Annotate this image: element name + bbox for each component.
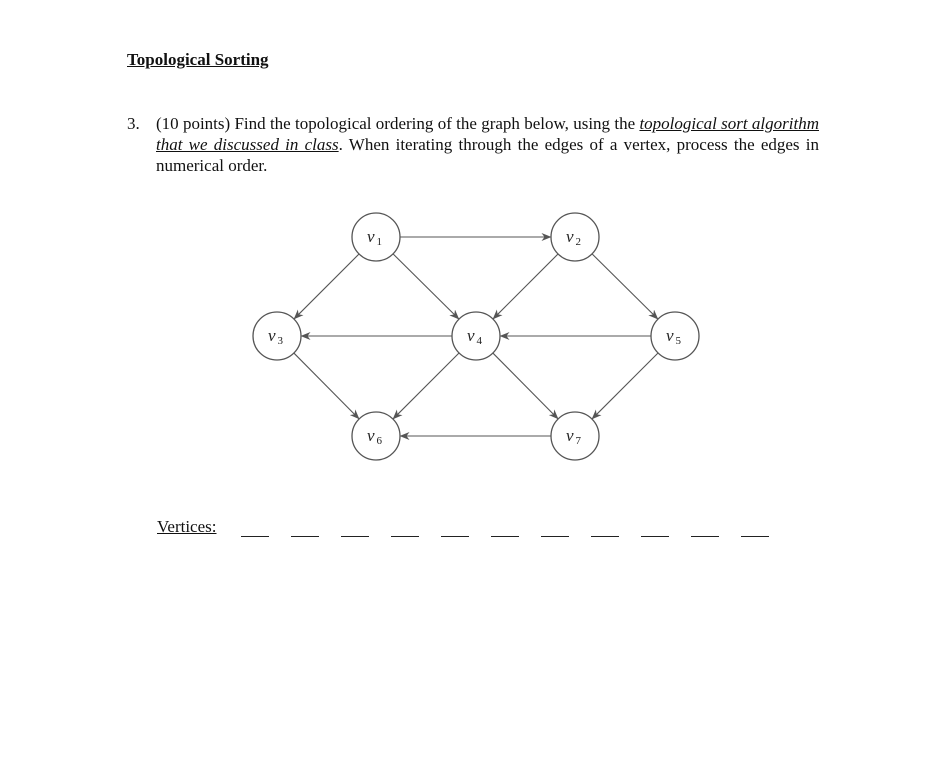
node-label-v7: v (566, 426, 574, 445)
node-subscript-v1: 1 (376, 236, 382, 248)
node-v2 (551, 213, 599, 261)
algorithm-reference-link[interactable]: topological sort algorithm that we discussed in class (156, 114, 819, 154)
node-label-v2: v (566, 227, 574, 246)
edge-v1-v4 (393, 254, 459, 319)
node-label-v6: v (367, 426, 375, 445)
node-subscript-v2: 2 (575, 236, 581, 248)
node-subscript-v5: 5 (675, 335, 681, 347)
edge-v2-v4 (493, 254, 558, 319)
answer-blank-11[interactable] (741, 520, 769, 537)
question-text-before: (10 points) Find the topological ordering of the graph below, using the (156, 114, 640, 133)
node-v4 (452, 312, 500, 360)
vertices-label: Vertices: (157, 517, 217, 536)
answer-blank-1[interactable] (241, 520, 269, 537)
node-label-v5: v (666, 326, 674, 345)
section-title: Topological Sorting (127, 50, 269, 69)
node-subscript-v4: 4 (476, 335, 482, 347)
edge-v2-v5 (592, 254, 658, 319)
directed-graph (240, 200, 710, 475)
node-label-v1: v (367, 227, 375, 246)
node-subscript-v3: 3 (277, 335, 283, 347)
answer-blank-10[interactable] (691, 520, 719, 537)
answer-blank-2[interactable] (291, 520, 319, 537)
node-v5 (651, 312, 699, 360)
edge-v4-v6 (393, 353, 459, 419)
question-block (127, 113, 827, 176)
node-v6 (352, 412, 400, 460)
question-number: 3. (127, 114, 140, 133)
node-label-v3: v (268, 326, 276, 345)
node-subscript-v7: 7 (575, 435, 581, 447)
question-text (156, 113, 819, 176)
answer-blank-6[interactable] (491, 520, 519, 537)
answer-blanks (241, 520, 791, 537)
answer-blank-5[interactable] (441, 520, 469, 537)
answer-blank-9[interactable] (641, 520, 669, 537)
edge-v4-v7 (493, 353, 558, 419)
question-text-after: . When iterating through the edges of a vertex, process the edges in numerical order. (156, 135, 819, 175)
node-v1 (352, 213, 400, 261)
node-v7 (551, 412, 599, 460)
edge-v1-v3 (294, 254, 359, 319)
answer-row (157, 517, 791, 537)
edge-v5-v7 (592, 353, 658, 419)
answer-blank-4[interactable] (391, 520, 419, 537)
answer-blank-8[interactable] (591, 520, 619, 537)
node-v3 (253, 312, 301, 360)
edge-v3-v6 (294, 353, 359, 419)
node-subscript-v6: 6 (376, 435, 382, 447)
node-label-v4: v (467, 326, 475, 345)
answer-blank-3[interactable] (341, 520, 369, 537)
answer-blank-7[interactable] (541, 520, 569, 537)
